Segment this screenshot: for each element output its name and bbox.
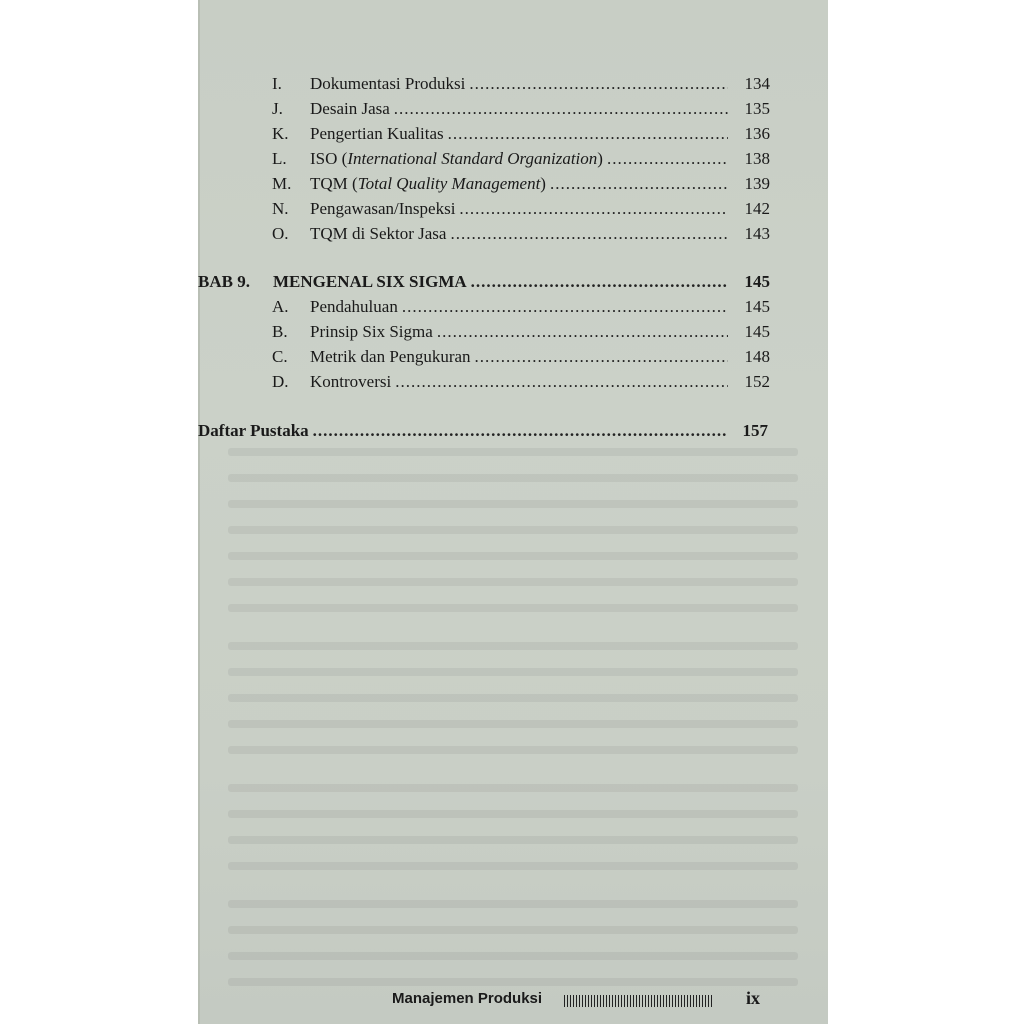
chapter-page: 145 xyxy=(744,272,770,291)
toc-entry-letter: D. xyxy=(272,372,289,391)
leader-dots xyxy=(459,197,728,221)
toc-entry xyxy=(272,295,770,319)
leader-dots xyxy=(607,147,728,171)
toc-entry-page: 139 xyxy=(744,174,770,193)
toc-entry-title-italic: International Standard Organization xyxy=(347,149,598,168)
toc-entry xyxy=(272,72,770,96)
toc-entry-page: 138 xyxy=(744,149,770,168)
toc-entry-title-prefix: TQM ( xyxy=(310,174,358,193)
footer-page-number: ix xyxy=(746,988,761,1008)
toc-entry-title xyxy=(310,147,603,171)
toc-entry-page: 145 xyxy=(744,297,770,316)
toc-entry-title: TQM di Sektor Jasa xyxy=(310,224,447,243)
leader-dots xyxy=(550,172,728,196)
toc-entry-title-prefix: ISO ( xyxy=(310,149,348,168)
toc-entry-title-italic: Total Quality Management xyxy=(357,174,541,193)
footer-decorative-bars xyxy=(564,995,714,1007)
toc-entry-letter: L. xyxy=(272,149,287,168)
toc-entry xyxy=(272,122,770,146)
toc-entry xyxy=(272,345,770,369)
toc-entry-title: Metrik dan Pengukuran xyxy=(310,347,471,366)
toc-entry-letter: C. xyxy=(272,347,288,366)
book-page xyxy=(198,0,828,1024)
footer-book-title: Manajemen Produksi xyxy=(392,990,543,1007)
leader-dots xyxy=(469,72,728,96)
toc-entry xyxy=(272,197,770,221)
toc-entry-title-suffix: ) xyxy=(540,174,546,193)
bibliography-page: 157 xyxy=(742,421,768,440)
toc-entry xyxy=(272,147,770,171)
toc-entry xyxy=(272,172,770,196)
toc-entry-letter: M. xyxy=(272,174,292,193)
toc-entry xyxy=(272,370,770,394)
toc-entry-letter: O. xyxy=(272,224,289,243)
toc-entry xyxy=(272,222,770,246)
toc-entry-page: 145 xyxy=(744,322,770,341)
toc-entry-page: 152 xyxy=(744,372,770,391)
toc-entry-title: Dokumentasi Produksi xyxy=(310,74,466,93)
leader-dots xyxy=(471,270,728,294)
toc-entry-page: 143 xyxy=(744,224,770,243)
leader-dots xyxy=(450,222,728,246)
toc-entry xyxy=(272,97,770,121)
toc-entry-letter: K. xyxy=(272,124,289,143)
leader-dots xyxy=(448,122,728,146)
toc-entry xyxy=(272,320,770,344)
toc-entry-title: Prinsip Six Sigma xyxy=(310,322,433,341)
toc-entry-title: Kontroversi xyxy=(310,372,392,391)
leader-dots xyxy=(402,295,728,319)
toc-entry-title-suffix: ) xyxy=(597,149,603,168)
toc-entry-title: Desain Jasa xyxy=(310,99,390,118)
bibliography-title: Daftar Pustaka xyxy=(198,421,309,440)
leader-dots xyxy=(395,370,728,394)
toc-entry-page: 148 xyxy=(744,347,770,366)
toc-entry-page: 135 xyxy=(744,99,770,118)
toc-chapter-heading xyxy=(198,270,770,294)
page-footer xyxy=(198,990,828,1014)
toc-entry-title xyxy=(310,172,546,196)
toc-entry-letter: I. xyxy=(272,74,282,93)
chapter-number: BAB 9. xyxy=(198,272,250,291)
toc-entry-title: Pendahuluan xyxy=(310,297,398,316)
leader-dots xyxy=(394,97,728,121)
toc-entry-letter: A. xyxy=(272,297,289,316)
toc-entry-title: Pengertian Kualitas xyxy=(310,124,444,143)
chapter-title: MENGENAL SIX SIGMA xyxy=(273,272,467,291)
toc-entry-page: 134 xyxy=(744,74,770,93)
toc-entry-letter: B. xyxy=(272,322,288,341)
show-through-texture xyxy=(198,430,828,950)
toc-entry-title: Pengawasan/Inspeksi xyxy=(310,199,456,218)
toc-entry-page: 142 xyxy=(744,199,770,218)
toc-entry-letter: J. xyxy=(272,99,283,118)
leader-dots xyxy=(437,320,728,344)
toc-entry-page: 136 xyxy=(744,124,770,143)
toc-entry-letter: N. xyxy=(272,199,289,218)
leader-dots xyxy=(475,345,728,369)
